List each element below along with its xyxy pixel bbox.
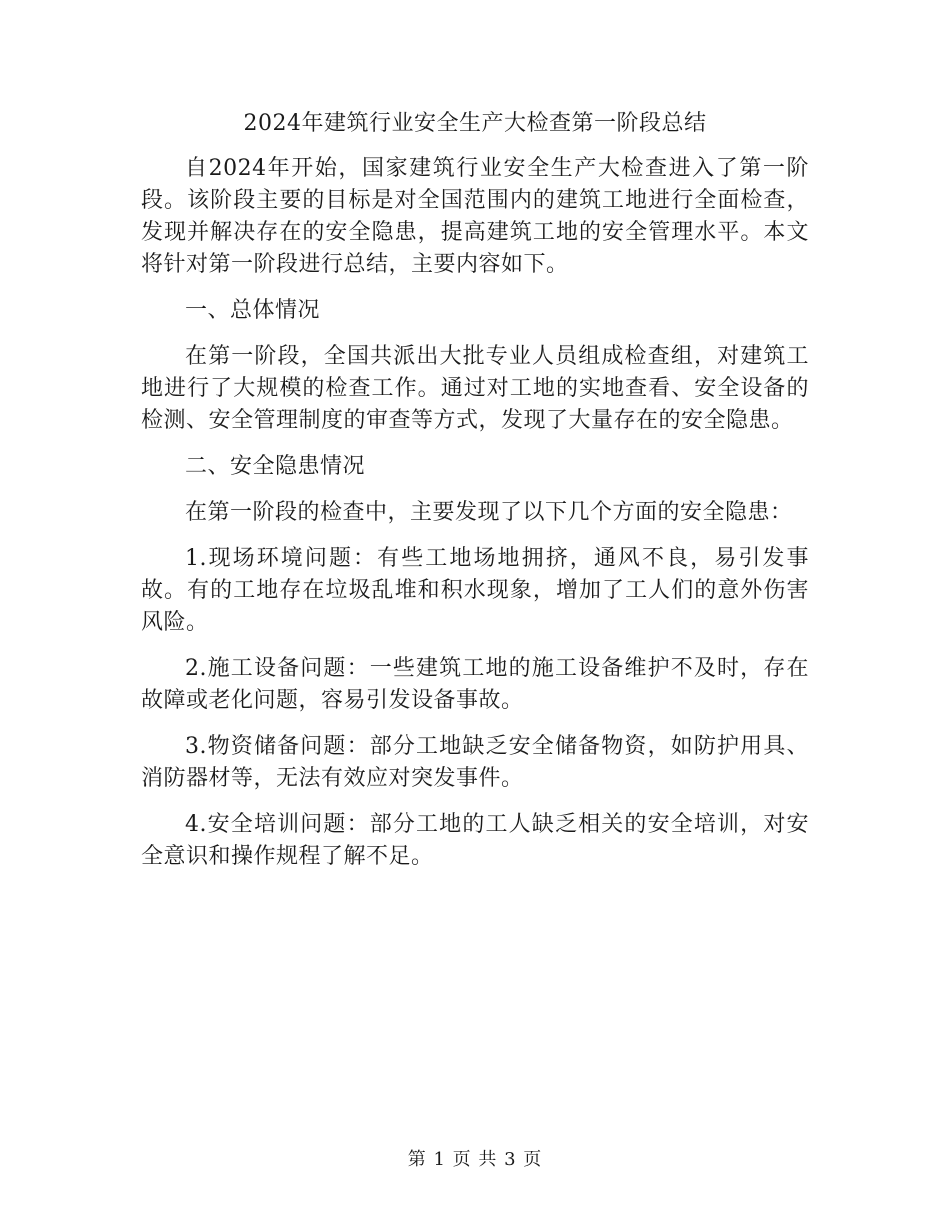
page-number-footer: 第 1 页 共 3 页 [407,1149,543,1170]
section-heading-hazards: 二、安全隐患情况 [185,454,366,479]
document-title: 2024年建筑行业安全生产大检查第一阶段总结 [243,111,707,136]
hazard-item-training: 4.安全培训问题：部分工地的工人缺乏相关的安全培训，对安全意识和操作规程了解不足。 [141,812,809,869]
hazards-intro-paragraph: 在第一阶段的检查中，主要发现了以下几个方面的安全隐患： [185,500,793,525]
document-body [141,103,809,887]
section-heading-overview: 一、总体情况 [185,298,321,323]
intro-paragraph: 自2024年开始，国家建筑行业安全生产大检查进入了第一阶段。该阶段主要的目标是对全国范围内的建筑工地进行全面检查，发现并解决存在的安全隐患，提高建筑工地的安全管理水平。本文将针对第一阶段进行总结，主要内容如下。 [141,156,809,277]
hazard-item-equipment: 2.施工设备问题：一些建筑工地的施工设备维护不及时，存在故障或老化问题，容易引发设备事故。 [141,656,809,713]
hazard-item-site-environment: 1.现场环境问题：有些工地场地拥挤，通风不良，易引发事故。有的工地存在垃圾乱堆和积水现象，增加了工人们的意外伤害风险。 [141,546,809,635]
overview-paragraph: 在第一阶段，全国共派出大批专业人员组成检查组，对建筑工地进行了大规模的检查工作。通过对工地的实地查看、安全设备的检测、安全管理制度的审查等方式，发现了大量存在的安全隐患。 [141,344,809,433]
hazard-item-supplies: 3.物资储备问题：部分工地缺乏安全储备物资，如防护用具、消防器材等，无法有效应对突发事件。 [141,734,809,791]
